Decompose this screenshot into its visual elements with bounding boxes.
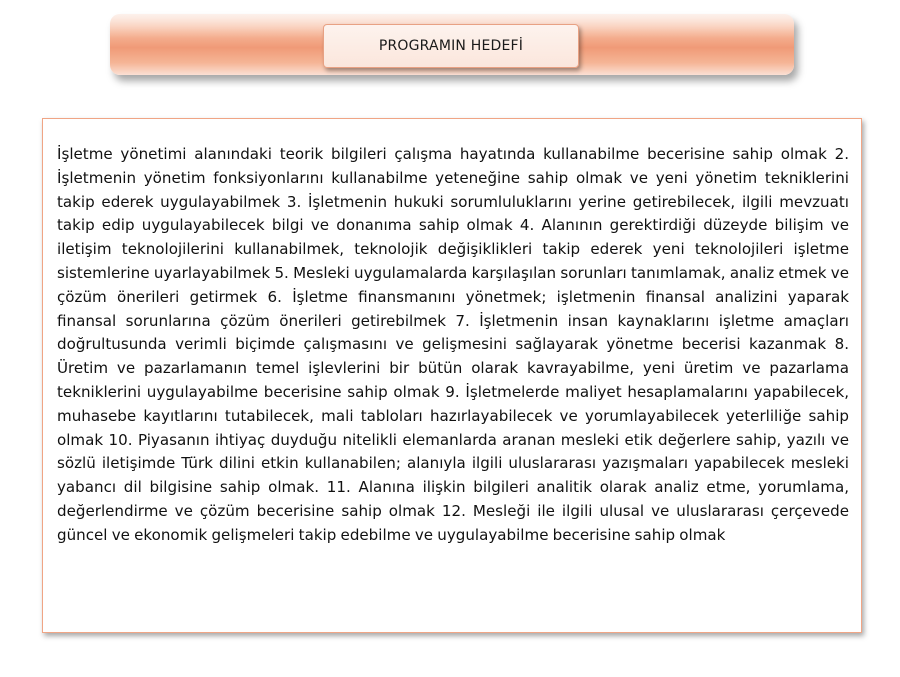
program-objectives-text: İşletme yönetimi alanındaki teorik bilgileri çalışma hayatında kullanabilme becerisine sahip olmak 2. İşletmenin yönetim fonksiyonlarını kullanabilme yeteneğine sahip olmak ve yeni yönetim tekniklerini takip ederek uygulayabilmek 3. İşletmenin hukuki sorumluluklarını yerine getirebilecek, ilgili mevzuatı takip edip uygulayabilecek bilgi ve donanıma sahip olmak 4. Alanının gerektirdiği düzeyde bilişim ve iletişim teknolojilerini kullanabilmek, teknolojik değişiklikleri takip ederek yeni teknolojileri işletme sistemlerine uyarlayabilmek 5. Mesleki uygulamalarda karşılaşılan sorunları tanımlamak, analiz etmek ve çözüm önerileri getirmek 6. İşletme finansmanını yönetmek; işletmenin finansal analizini yaparak finansal sorunlarına çözüm önerileri getirebilmek 7. İşletmenin insan kaynaklarını işletme amaçları doğrultusunda verimli biçimde çalışmasını ve gelişmesini sağlayarak yönetme becerisi kazanmak 8. Üretim ve pazarlamanın temel işlevlerini bir bütün olarak kavrayabilme, yeni üretim ve pazarlama tekniklerini uygulayabilme becerisine sahip olmak 9. İşletmelerde maliyet hesaplamalarını yapabilecek, muhasebe kayıtlarını tutabilecek, mali tabloları hazırlayabilecek ve yorumlayabilecek yeterliliğe sahip olmak 10. Piyasanın ihtiyaç duyduğu nitelikli elemanlarda aranan mesleki etik değerlere sahip, yazılı ve sözlü iletişimde Türk dilini etkin kullanabilen; alanıyla ilgili uluslararası yazışmaları yapabilecek mesleki yabancı dil bilgisine sahip olmak. 11. Alanına ilişkin bilgileri analitik olarak analiz etme, yorumlama, değerlendirme ve çözüm becerisine sahip olmak 12. Mesleği ile ilgili ulusal ve uluslararası çerçevede güncel ve ekonomik gelişmeleri takip edebilme ve uygulayabilme becerisine sahip olmak bbox=[57, 145, 849, 544]
page-title: PROGRAMIN HEDEFİ bbox=[378, 38, 524, 54]
content-panel bbox=[42, 118, 862, 633]
title-box bbox=[323, 24, 579, 68]
